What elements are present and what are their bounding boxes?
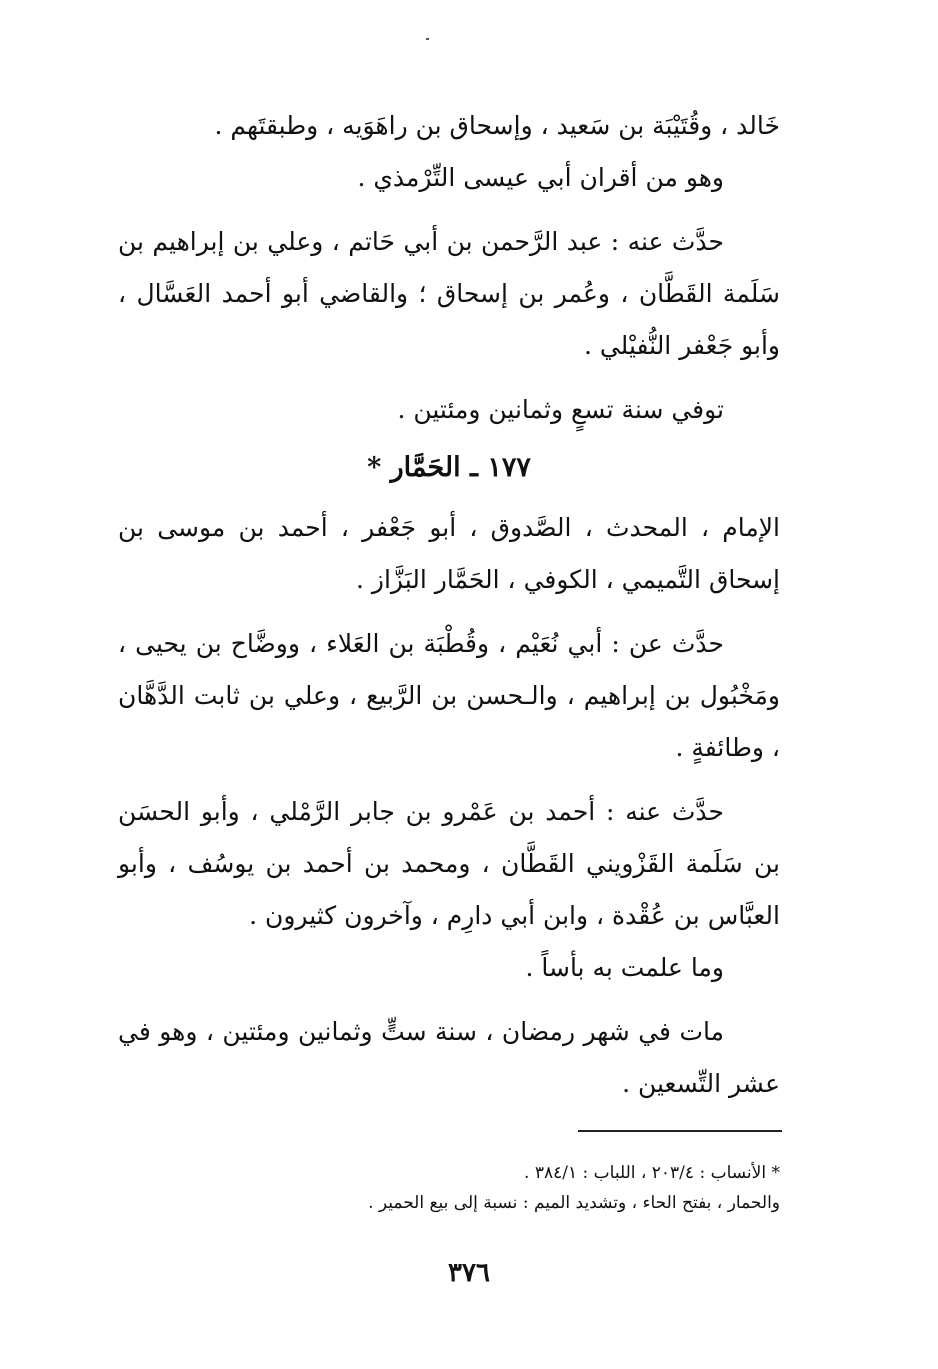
paragraph-death-date: توفي سنة تسعٍ وثمانين ومئتين .: [397, 395, 724, 424]
paragraph-peers: وهو من أقران أبي عيسى التِّرْمذي .: [357, 163, 724, 192]
page-number: ٣٧٦: [448, 1258, 490, 1288]
footnotes: [260, 1158, 780, 1218]
paragraph-assessment: وما علمت به بأساً .: [525, 953, 724, 982]
footnote-sources: * الأنساب : ٢٠٣/٤ ، اللباب : ٣٨٤/١ .: [524, 1163, 780, 1183]
footnote-explanation: والحمار ، بفتح الحاء ، وتشديد الميم : نسبة إلى بيع الحمير .: [368, 1193, 780, 1213]
paragraph-continuation: خَالد ، وقُتَيْبَة بن سَعيد ، وإسحاق بن راهَوَيه ، وطبقتَهم .: [214, 111, 780, 140]
paragraph-narrated-from-him: حدَّث عنه : عبد الرَّحمن بن أبي حَاتم ، وعلي بن إبراهيم بن سَلَمة القَطَّان ، وعُمر بن إسحاق ؛ والقاضي أبو أحمد العَسَّال ، وأبو جَعْفر النُّفيْلي .: [118, 227, 780, 360]
paragraph-narrated-from: حدَّث عن : أبي نُعَيْم ، وقُطْبَة بن العَلاء ، ووضَّاح بن يحيى ، ومَخْبُول بن إبراهيم ، والـحسن بن الرَّبيع ، وعلي بن ثابت الدَّهَّان ، وطائفةٍ .: [118, 629, 780, 762]
footnote-divider: [578, 1130, 782, 1132]
scan-speck: [426, 38, 429, 40]
paragraph-narrated-from-him-2: حدَّث عنه : أحمد بن عَمْرو بن جابر الرَّمْلي ، وأبو الحسَن بن سَلَمة القَزْويني القَطَّان ، ومحمد بن أحمد بن يوسُف ، وأبو العبَّاس بن عُقْدة ، وابن أبي دارِم ، وآخرون كثيرون .: [118, 797, 780, 930]
paragraph-biography: الإمام ، المحدث ، الصَّدوق ، أبو جَعْفر ، أحمد بن موسى بن إسحاق التَّميمي ، الكوفي ، الحَمَّار البَزَّاز .: [118, 513, 780, 594]
main-text: [118, 100, 780, 1110]
entry-heading: ١٧٧ ـ الحَمَّار *: [367, 452, 531, 483]
paragraph-death: مات في شهر رمضان ، سنة ستٍّ وثمانين ومئتين ، وهو في عشر التِّسعين .: [118, 1017, 780, 1098]
